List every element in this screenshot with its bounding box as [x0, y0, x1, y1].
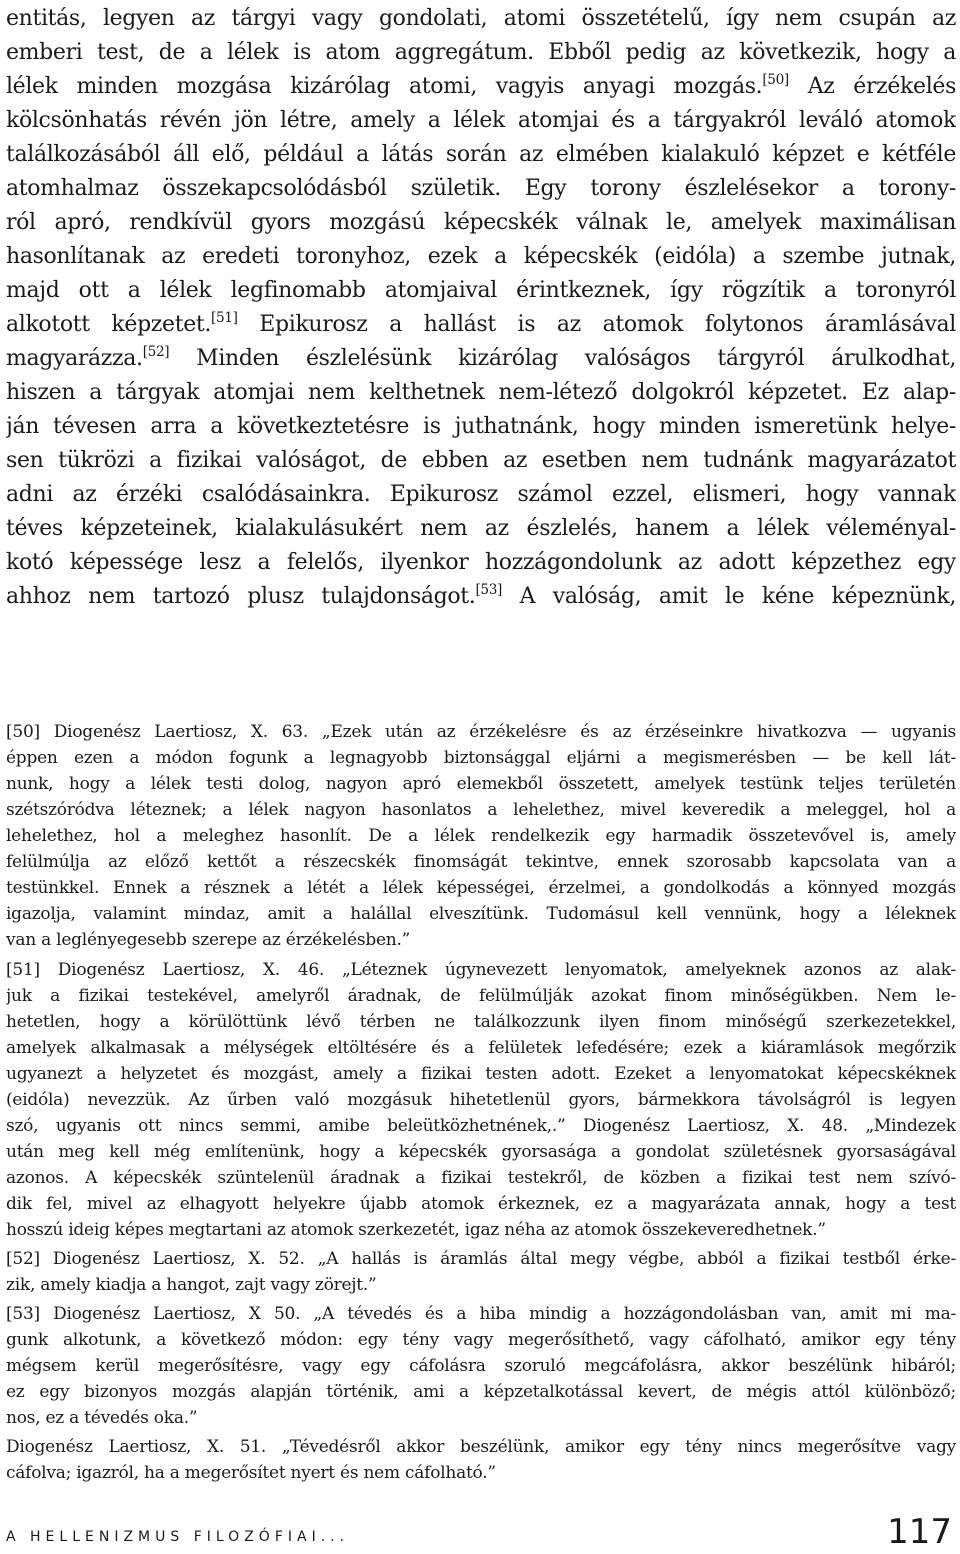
- running-head: A HELLENIZMUS FILOZÓFIAI...: [6, 1529, 350, 1545]
- body-line: magyarázza.[52] Minden észlelésünk kizárólag valóságos tárgyról árulkodhat,: [6, 344, 956, 371]
- body-line: hasonlítanak az eredeti toronyhoz, ezek a képecskék (eidóla) a szembe jutnak,: [6, 244, 956, 269]
- footnote-line: amelyek alkalmasak a mélységek eltöltésére és a felületek lefedésére; ezek a kiáramlások megőrzik: [6, 1038, 956, 1058]
- body-line: hiszen a tárgyak atomjai nem kelthetnek nem-létező dolgokról képzetet. Ez alap-: [6, 380, 956, 405]
- body-line: ahhoz nem tartozó plusz tulajdonságot.[53] A valóság, amit le kéne képeznünk,: [6, 582, 956, 609]
- footnote-line: testünkkel. Ennek a résznek a létét a lélek képességei, érzelmei, a gondolkodás a könnyed mozgás: [6, 878, 956, 898]
- body-line: atomhalmaz összekapcsolódásból születik. Egy torony észlelésekor a torony-: [6, 176, 956, 201]
- footnote-line: Diogenész Laertiosz, X. 51. „Tévedésről akkor beszélünk, amikor egy tény nincs megerősítve vagy: [6, 1437, 956, 1457]
- footnote-ref-53[interactable]: [53]: [475, 582, 503, 599]
- footnote-line: igazolja, valamint mindaz, amit a halállal elveszítünk. Tudomásul kell vennünk, hogy a léleknek: [6, 904, 956, 924]
- body-line: majd ott a lélek legfinomabb atomjaival érintkeznek, így rögzítik a toronyról: [6, 278, 956, 303]
- footnote-line: gunk alkotunk, a következő módon: egy tény vagy megerősíthető, vagy cáfolható, amikor egy tény: [6, 1330, 956, 1350]
- footnote-ref-52[interactable]: [52]: [142, 344, 170, 361]
- footnote-line: szó, ugyanis ott nincs semmi, amibe beleütközhetnének,.” Diogenész Laertiosz, X. 48. „Mindezek: [6, 1116, 956, 1136]
- footnote-line: zik, amely kiadja a hangot, zajt vagy zörejt.”: [6, 1275, 377, 1295]
- footnote-line: [51] Diogenész Laertiosz, X. 46. „Léteznek úgynevezett lenyomatok, amelyeknek azonos az alak-: [6, 960, 956, 980]
- footnote-line: nunk, hogy a lélek testi dolog, nagyon apró elemekből összetett, amelyek testünk teljes területén: [6, 774, 956, 794]
- body-line: találkozásából áll elő, például a látás során az elmében kialakuló képzet e kétféle: [6, 142, 956, 167]
- footnote-ref-50[interactable]: [50]: [762, 72, 789, 89]
- footnote-line: [53] Diogenész Laertiosz, X 50. „A tévedés és a hiba mindig a hozzágondolásban van, amit mi ma-: [6, 1304, 956, 1324]
- body-line: kölcsönhatás révén jön létre, amely a lélek atomjai és a tárgyakról leváló atomok: [6, 108, 956, 133]
- body-line: emberi test, de a lélek is atom aggregátum. Ebből pedig az következik, hogy a: [6, 40, 956, 65]
- body-line: alkotott képzetet.[51] Epikurosz a hallást is az atomok folytonos áramlásával: [6, 310, 956, 337]
- footnote-line: juk a fizikai testekével, amelyről áradnak, de felülmúlják azokat finom minőségükben. Nem le-: [6, 986, 956, 1006]
- footnote-line: cáfolva; igazról, ha a megerősítet nyert és nem cáfolható.”: [6, 1463, 496, 1483]
- footnote-line: után meg kell még említenünk, hogy a képecskék gyorsasága a gondolat születésnek gyorsaságával: [6, 1142, 956, 1162]
- footnote-line: mégsem kerül megerősítésre, vagy egy cáfolásra szoruló megcáfolásra, akkor beszélünk hibáról;: [6, 1356, 956, 1376]
- body-line: adni az érzéki csalódásainkra. Epikurosz számol ezzel, elismeri, hogy vannak: [6, 482, 956, 507]
- footnote-line: szétszóródva léteznek; a lélek nagyon hasonlatos a lehelethez, mivel keveredik a meleggel, hol a: [6, 800, 956, 820]
- footnote-line: hetetlen, hogy a körülöttünk lévő térben ne találkozzunk ilyen finom minőségű szerkezetekkel,: [6, 1012, 956, 1032]
- body-line: lélek minden mozgása kizárólag atomi, vagyis anyagi mozgás.[50] Az érzékelés: [6, 72, 956, 99]
- footnote-line: [50] Diogenész Laertiosz, X. 63. „Ezek után az érzékelésre és az érzéseinkre hivatkozva — ugyanis: [6, 722, 956, 742]
- footnote-line: nos, ez a tévedés oka.”: [6, 1408, 198, 1428]
- page-number: 117: [887, 1512, 952, 1552]
- body-line: ról apró, rendkívül gyors mozgású képecskék válnak le, amelyek maximálisan: [6, 210, 956, 235]
- footnote-line: azonos. A képecskék szüntelenül áradnak a fizikai testekről, de közben a fizikai test nem szívó-: [6, 1168, 956, 1188]
- body-line: kotó képessége lesz a felelős, ilyenkor hozzágondolunk az adott képzethez egy: [6, 550, 956, 575]
- footnote-line: [52] Diogenész Laertiosz, X. 52. „A hallás is áramlás által megy végbe, abból a fizikai testből érke-: [6, 1249, 956, 1269]
- footnote-line: ez egy bizonyos mozgás alapján történik, ami a képzetalkotással kevert, de mégis attól különböző;: [6, 1382, 956, 1402]
- body-line: ján tévesen arra a következtetésre is juthatnánk, hogy minden ismeretünk helye-: [6, 414, 956, 439]
- footnote-line: ugyanezt a helyzetet és mozgást, amely a fizikai testen adott. Ezeket a lenyomatokat képecskéknek: [6, 1064, 956, 1084]
- footnote-line: lehelethez, hol a meleghez hasonlít. De a lélek rendelkezik egy harmadik összetevővel is, amely: [6, 826, 956, 846]
- footnote-line: dik fel, mivel az elhagyott helyekre újabb atomok érkeznek, ez a magyarázata annak, hogy a test: [6, 1194, 956, 1214]
- footnote-line: éppen ezen a módon fogunk a legnagyobb biztonsággal eljárni a megismerésben — be kell lát-: [6, 748, 956, 768]
- footnote-line: van a leglényegesebb szerepe az érzékelésben.”: [6, 930, 411, 950]
- footnote-line: (eidóla) nevezzük. Az űrben való mozgásuk hihetetlenül gyors, bármekkora távolságról is legyen: [6, 1090, 956, 1110]
- body-line: téves képzeteinek, kialakulásukért nem az észlelés, hanem a lélek véleményal-: [6, 516, 956, 541]
- body-line: sen tükrözi a fizikai valóságot, de ebben az esetben nem tudnánk magyarázatot: [6, 448, 956, 473]
- body-line: entitás, legyen az tárgyi vagy gondolati, atomi összetételű, így nem csupán az: [6, 6, 956, 31]
- footnote-ref-51[interactable]: [51]: [211, 310, 238, 327]
- footnote-line: felülmúlja az előző kettőt a részecskék finomságát tekintve, ennek szorosabb kapcsolata van a: [6, 852, 956, 872]
- footnote-line: hosszú ideig képes megtartani az atomok szerkezetét, igaz néha az atomok összekeveredhetnek.”: [6, 1220, 826, 1240]
